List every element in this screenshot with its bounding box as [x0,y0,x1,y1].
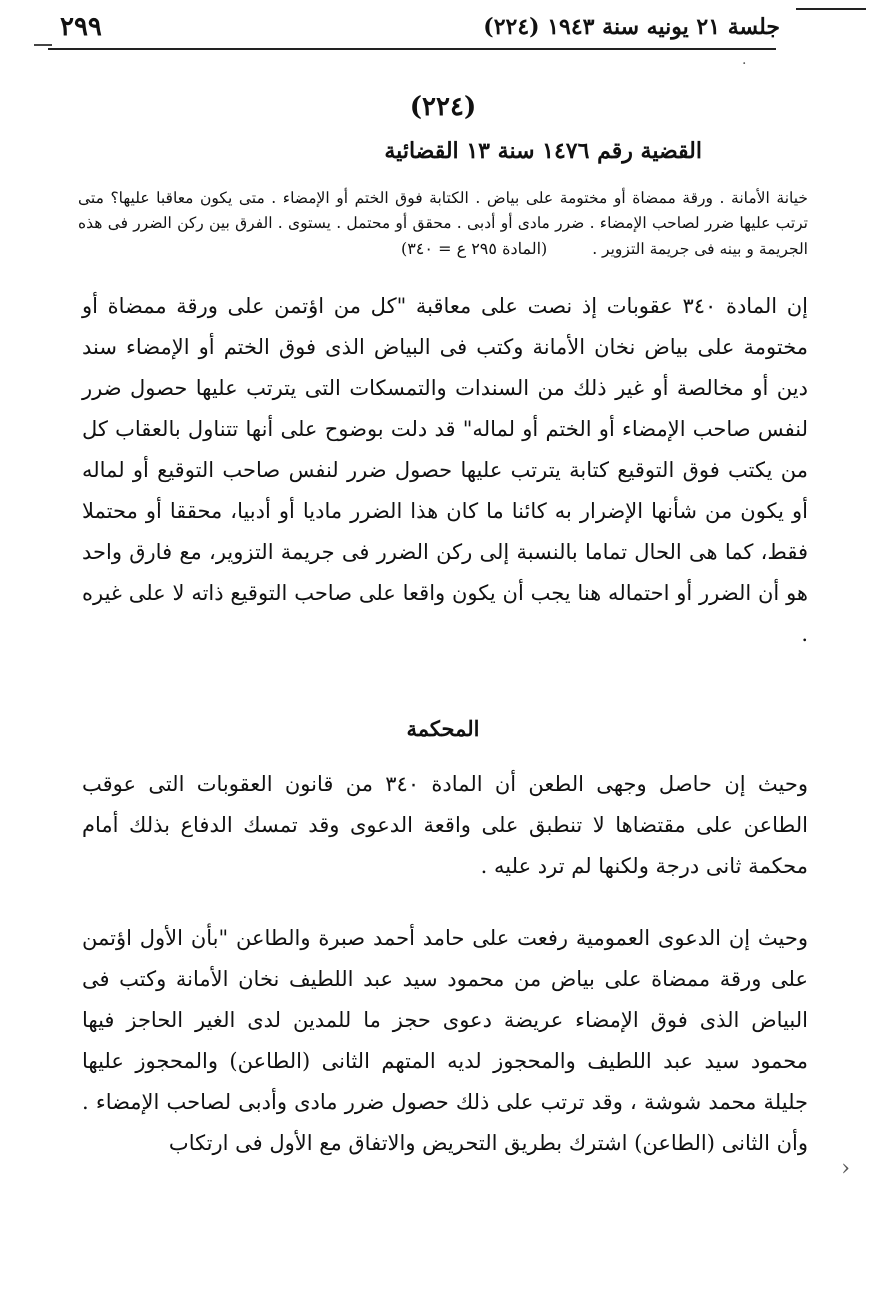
headnote-reference: (المادة ٢٩٥ ع = ٣٤٠) [400,239,548,258]
paragraph-2: وحيث إن حاصل وجهى الطعن أن المادة ٣٤٠ من قانون العقوبات التى عوقب الطاعن على مقتضاها لا تنطبق على واقعة الدعوى وقد تمسك الدفاع بذلك أمام محكمة ثانى درجة ولكنها لم ترد عليه . [82,772,808,878]
running-head: جلسة ٢١ يونيه سنة ١٩٤٣ (٢٢٤) [483,14,780,40]
corner-rule [796,8,866,10]
case-number: (٢٢٤) [409,92,477,122]
margin-mark: · [742,56,747,72]
margin-dash [34,44,52,46]
headnote [78,186,808,262]
paragraph-1: إن المادة ٣٤٠ عقوبات إذ نصت على معاقبة "كل من اؤتمن على ورقة ممضاة أو مختومة على بياض نخان الأمانة وكتب فى البياض الذى فوق الختم أو الإمضاء سند دين أو مخالصة أو غير ذلك من السندات والتمسكات التى يترتب عليها حصول ضرر لنفس صاحب الإمضاء أو الختم أو لماله" قد دلت بوضوح على أنها تتناول بالعقاب كل من يكتب فوق التوقيع كتابة يترتب عليها حصول ضرر لنفس صاحب التوقيع أو لماله أو يكون من شأنها الإضرار به كائنا ما كان هذا الضرر ماديا أو أدبيا، محققا أو محتملا فقط، كما هى الحال تماما بالنسبة إلى ركن الضرر فى جريمة التزوير، مع فارق واحد هو أن الضرر أو احتماله هنا يجب أن يكون واقعا على صاحب التوقيع ذاته لا على غيره . [82,294,808,646]
headnote-text: خيانة الأمانة . ورقة ممضاة أو مختومة على بياض . الكتابة فوق الختم أو الإمضاء . متى يكون معاقبا عليها؟ متى ترتب عليها ضرر لصاحب الإمضاء . ضرر مادى أو أدبى . محقق أو محتمل . يستوى . الفرق بين ركن الضرر فى هذه الجريمة و بينه فى جريمة التزوير . [78,189,808,258]
page-header [60,12,780,52]
margin-mark-right: › [841,1156,850,1181]
court-heading: المحكمة [406,716,480,741]
page-number: ٢٩٩ [60,12,102,42]
paragraph-3: وحيث إن الدعوى العمومية رفعت على حامد أحمد صبرة والطاعن "بأن الأول اؤتمن على ورقة ممضاة على بياض من محمود سيد عبد اللطيف نخان الأمانة وكتب فى البياض الذى فوق الإمضاء عريضة دعوى حجز ما للمدين لدى الغير الحاجز فيها محمود سيد عبد اللطيف والمحجوز لديه المتهم الثانى (الطاعن) والمحجوز عليها جليلة محمد شوشة ، وقد ترتب على ذلك حصول ضرر مادى وأدبى لصاحب الإمضاء . وأن الثانى (الطاعن) اشترك بطريق التحريض والاتفاق مع الأول فى ارتكاب [82,926,808,1155]
header-rule [48,48,776,50]
case-title: القضية رقم ١٤٧٦ سنة ١٣ القضائية [384,138,702,164]
